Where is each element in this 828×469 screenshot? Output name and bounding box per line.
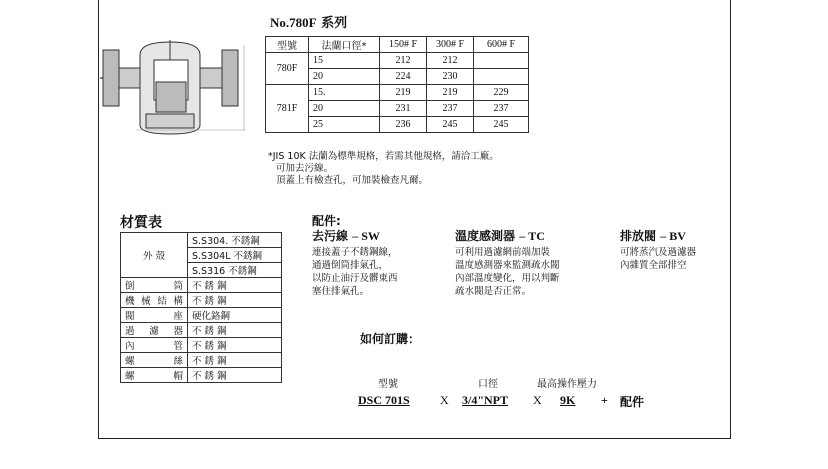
accessory-line: 可將蒸汽及過濾器 (620, 247, 697, 258)
order-value-pressure: 9K (560, 393, 576, 407)
order-label-pressure: 最高操作壓力 (537, 379, 597, 390)
material-cell: S.S316 不銹鋼 (188, 263, 282, 278)
table-row (121, 308, 282, 323)
material-cell: 硬化鉻鋼 (188, 308, 282, 323)
order-value-model: DSC 701S (358, 393, 410, 407)
part-cell: 機械結構 (121, 293, 188, 308)
accessory-name: 去污線 (312, 229, 349, 243)
accessory-code: – SW (352, 229, 380, 243)
note-line: *JIS 10K 法蘭為標準規格，若需其他規格，請洽工廠。 (268, 151, 499, 162)
series-model: No.780F (270, 15, 317, 30)
value-cell: 237 (427, 101, 474, 117)
table-row (121, 368, 282, 383)
table-row (121, 278, 282, 293)
value-cell: 212 (380, 53, 427, 69)
part-cell: 螺帽 (121, 368, 188, 383)
accessory-line: 通過倒筒排氣孔， (312, 260, 389, 271)
accessory-code: – TC (519, 229, 545, 243)
value-cell: 231 (380, 101, 427, 117)
material-cell: 不 銹 鋼 (188, 323, 282, 338)
order-times-sign: X (533, 393, 542, 407)
material-cell: S.S304L 不銹鋼 (188, 248, 282, 263)
value-cell: 236 (380, 117, 427, 133)
model-cell: 780F (266, 53, 309, 85)
note-line: 可加去污線。 (276, 163, 334, 174)
part-cell: 螺絲 (121, 353, 188, 368)
part-cell: 內管 (121, 338, 188, 353)
order-accessory-label: 配件 (620, 395, 645, 409)
header-diameter: 法蘭口徑* (309, 37, 380, 53)
accessory-line: 塞住排氣孔。 (312, 286, 370, 297)
material-table (120, 232, 282, 383)
accessory-line: 可利用過濾網前端加裝 (455, 247, 551, 258)
steam-trap-drawing (100, 30, 250, 140)
accessory-bv (620, 230, 696, 272)
accessory-line: 以防止油汙及髒東西 (312, 273, 398, 284)
table-row (266, 53, 529, 69)
accessory-line: 溫度感測器來監測疏水閥 (455, 260, 560, 271)
order-times-sign: X (440, 393, 449, 407)
accessory-tc (455, 230, 560, 298)
order-value-size: 3/4"NPT (462, 393, 508, 407)
header-300: 300# F (427, 37, 474, 53)
value-cell: 229 (474, 85, 529, 101)
accessory-line: 連接蓋子不銹鋼線， (312, 247, 398, 258)
accessory-name: 溫度感測器 (455, 229, 516, 243)
spec-notes (268, 151, 499, 187)
header-600: 600# F (474, 37, 529, 53)
spec-header-row (266, 37, 529, 53)
table-row (121, 338, 282, 353)
dia-cell: 15. (309, 85, 380, 101)
series-title (270, 12, 347, 31)
header-model: 型號 (266, 37, 309, 53)
accessory-name: 排放閥 (620, 229, 657, 243)
accessory-code: – BV (660, 229, 686, 243)
order-plus-sign: + (601, 393, 608, 407)
header-150: 150# F (380, 37, 427, 53)
value-cell (474, 69, 529, 85)
accessory-heading (455, 230, 560, 243)
table-row (121, 293, 282, 308)
table-row (121, 323, 282, 338)
accessory-line: 疏水閥是否正常。 (455, 286, 532, 297)
material-cell: S.S304. 不銹鋼 (188, 233, 282, 248)
table-row (121, 233, 282, 248)
material-cell: 不 銹 鋼 (188, 278, 282, 293)
part-cell: 外 殼 (121, 233, 188, 278)
value-cell: 230 (427, 69, 474, 85)
value-cell: 237 (474, 101, 529, 117)
accessory-sw (312, 230, 398, 298)
accessory-heading (312, 230, 398, 243)
part-cell: 過濾器 (121, 323, 188, 338)
model-cell: 781F (266, 85, 309, 133)
material-cell: 不 銹 鋼 (188, 368, 282, 383)
order-title: 如何訂購： (360, 332, 421, 346)
value-cell: 219 (427, 85, 474, 101)
series-suffix: 系列 (321, 16, 348, 31)
spec-table (265, 36, 529, 133)
value-cell: 219 (380, 85, 427, 101)
material-title: 材質表 (120, 215, 162, 231)
order-label-size: 口徑 (478, 379, 498, 390)
table-row (121, 353, 282, 368)
dia-cell: 15 (309, 53, 380, 69)
part-cell: 閥座 (121, 308, 188, 323)
order-label-model: 型號 (378, 379, 398, 390)
value-cell: 245 (474, 117, 529, 133)
material-cell: 不 銹 鋼 (188, 353, 282, 368)
accessory-line: 內雜質全部排空 (620, 260, 687, 271)
part-cell: 倒筒 (121, 278, 188, 293)
accessories-title: 配件: (312, 214, 341, 228)
note-line: 頂蓋上有檢查孔，可加裝檢查凡爾。 (276, 175, 429, 186)
material-cell: 不 銹 鋼 (188, 293, 282, 308)
value-cell (474, 53, 529, 69)
dia-cell: 25 (309, 117, 380, 133)
value-cell: 224 (380, 69, 427, 85)
value-cell: 245 (427, 117, 474, 133)
accessory-heading (620, 230, 696, 243)
table-row (266, 85, 529, 101)
accessory-line: 內部溫度變化，用以判斷 (455, 273, 560, 284)
dia-cell: 20 (309, 69, 380, 85)
material-cell: 不 銹 鋼 (188, 338, 282, 353)
value-cell: 212 (427, 53, 474, 69)
dia-cell: 20 (309, 101, 380, 117)
